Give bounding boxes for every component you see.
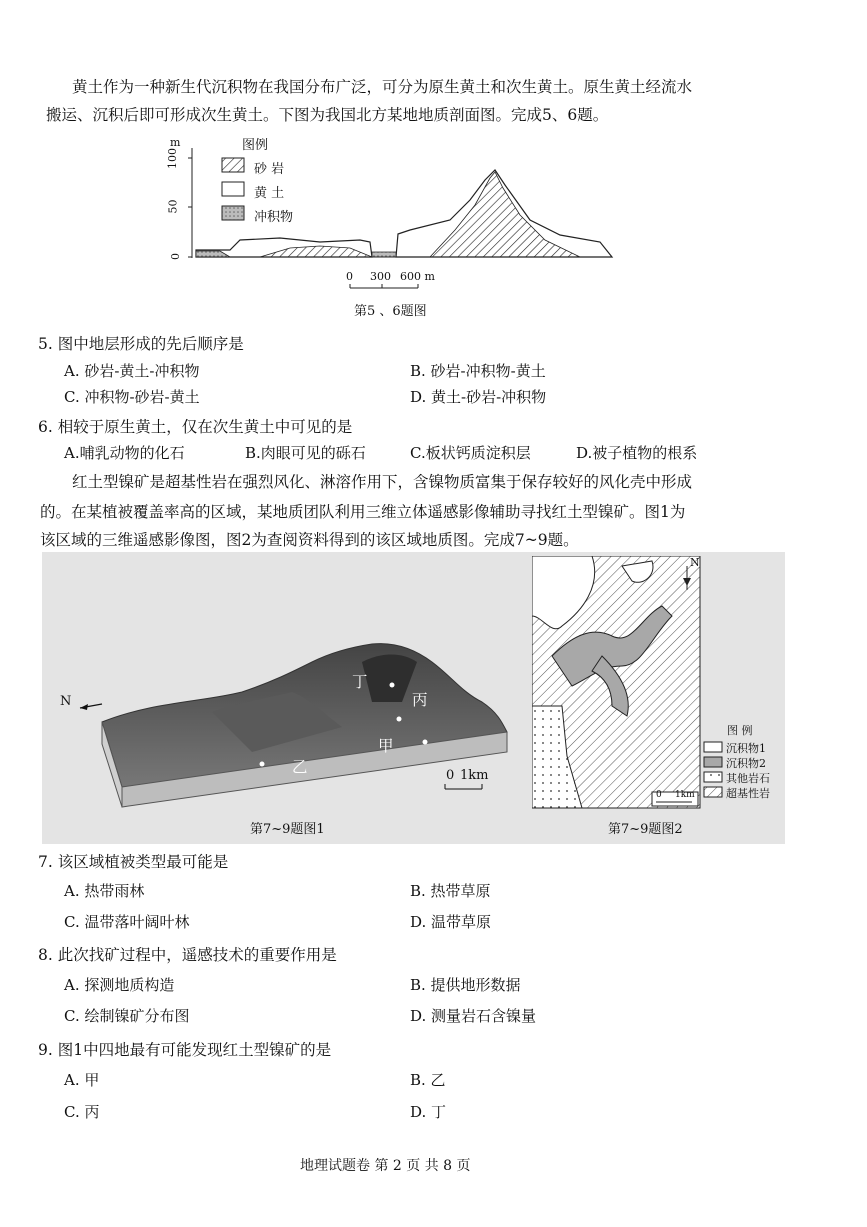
intro2-line-2: 的。在某植被覆盖率高的区域，某地质团队利用三维立体遥感影像辅助寻找红土型镍矿。图1为	[40, 503, 686, 521]
q9-option-b[interactable]: B. 乙	[410, 1071, 446, 1089]
intro-line-2: 搬运、沉积后即可形成次生黄土。下图为我国北方某地地质剖面图。完成5、6题。	[46, 106, 609, 124]
site-ding-label: 丁	[352, 673, 368, 691]
q7-option-a[interactable]: A. 热带雨林	[64, 882, 145, 900]
legend-sediment-1: 沉积物1	[726, 742, 766, 755]
scale-0: 0	[346, 270, 353, 283]
map-scale-1km: 1km	[675, 790, 695, 800]
figure-7-9-panel	[42, 552, 785, 844]
site-jia-label: 甲	[378, 737, 394, 755]
site-bing-label: 丙	[412, 691, 428, 709]
site-yi-label: 乙	[292, 758, 308, 776]
map-scale-0: 0	[656, 790, 662, 800]
scale-600: 600 m	[400, 270, 435, 283]
q9-stem: 9. 图1中四地最有可能发现红土型镍矿的是	[38, 1041, 332, 1059]
q5-option-a[interactable]: A. 砂岩-黄土-冲积物	[64, 362, 200, 380]
q6-option-b[interactable]: B.肉眼可见的砾石	[245, 444, 366, 462]
cross-section-svg	[160, 130, 630, 290]
map-north-label: N	[690, 556, 700, 569]
map-legend-title: 图 例	[727, 724, 753, 737]
legend-other-rock: 其他岩石	[726, 772, 770, 785]
legend-sandstone: 砂 岩	[254, 162, 285, 177]
q8-stem: 8. 此次找矿过程中，遥感技术的重要作用是	[38, 946, 337, 964]
q8-option-d[interactable]: D. 测量岩石含镍量	[410, 1007, 537, 1025]
cross-section-figure	[160, 130, 630, 290]
y-tick-50: 50	[166, 199, 180, 214]
q7-option-c[interactable]: C. 温带落叶阔叶林	[64, 913, 190, 931]
y-tick-100: 100	[166, 148, 179, 169]
q5-option-b[interactable]: B. 砂岩-冲积物-黄土	[410, 362, 546, 380]
q6-stem: 6. 相较于原生黄土，仅在次生黄土中可见的是	[38, 418, 353, 436]
intro2-line-3: 该区域的三维遥感影像图，图2为查阅资料得到的该区域地质图。完成7~9题。	[40, 531, 579, 549]
fig1-caption: 第5 、6题图	[354, 304, 427, 319]
y-axis-unit: m	[170, 136, 181, 149]
q5-option-c[interactable]: C. 冲积物-砂岩-黄土	[64, 388, 200, 406]
legend-sediment-2: 沉积物2	[726, 757, 766, 770]
scale-1km-3d: 1km	[460, 768, 489, 783]
legend-ultrabasic-rock: 超基性岩	[726, 787, 770, 800]
y-tick-0: 0	[169, 253, 182, 260]
q9-option-a[interactable]: A. 甲	[64, 1071, 100, 1089]
intro2-line-1: 红土型镍矿是超基性岩在强烈风化、淋溶作用下，含镍物质富集于保存较好的风化壳中形成	[72, 473, 693, 491]
q7-option-b[interactable]: B. 热带草原	[410, 882, 491, 900]
fig-7-9-caption-2: 第7~9题图2	[608, 822, 683, 837]
legend-title: 图例	[242, 138, 269, 153]
scale-300: 300	[370, 270, 391, 283]
q6-option-d[interactable]: D.被子植物的根系	[576, 444, 698, 462]
north-label-3d: N	[60, 694, 72, 709]
q7-option-d[interactable]: D. 温带草原	[410, 913, 492, 931]
q6-option-a[interactable]: A.哺乳动物的化石	[64, 444, 185, 462]
legend-loess: 黄 土	[254, 186, 285, 201]
q9-option-c[interactable]: C. 丙	[64, 1103, 100, 1121]
fig-7-9-caption-1: 第7~9题图1	[250, 822, 325, 837]
q8-option-b[interactable]: B. 提供地形数据	[410, 976, 521, 994]
q5-option-d[interactable]: D. 黄土-砂岩-冲积物	[410, 388, 547, 406]
q8-option-a[interactable]: A. 探测地质构造	[64, 976, 175, 994]
q8-option-c[interactable]: C. 绘制镍矿分布图	[64, 1007, 190, 1025]
page-footer: 地理试题卷 第 2 页 共 8 页	[300, 1158, 471, 1174]
q7-stem: 7. 该区域植被类型最可能是	[38, 853, 229, 871]
legend-alluvium: 冲积物	[254, 210, 294, 225]
intro-line-1: 黄土作为一种新生代沉积物在我国分布广泛，可分为原生黄土和次生黄土。原生黄土经流水	[72, 78, 693, 96]
q9-option-d[interactable]: D. 丁	[410, 1103, 447, 1121]
q5-stem: 5. 图中地层形成的先后顺序是	[38, 335, 244, 353]
scale-0-3d: 0	[446, 768, 455, 783]
q6-option-c[interactable]: C.板状钙质淀积层	[410, 444, 531, 462]
